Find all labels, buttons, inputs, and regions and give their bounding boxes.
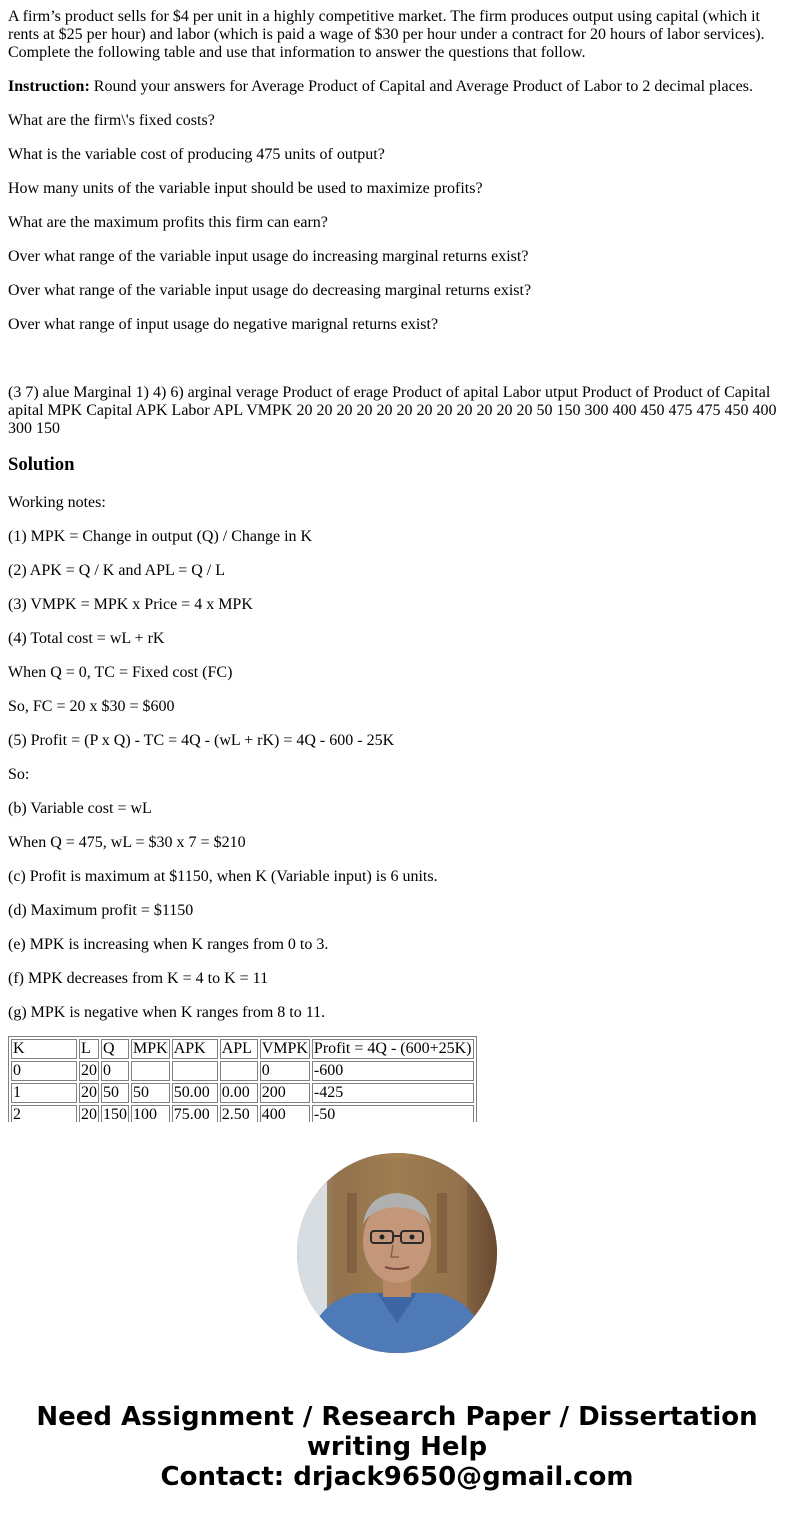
table-header-row <box>11 1039 474 1059</box>
table-header-cell: MPK <box>133 1040 168 1057</box>
solution-line: (e) MPK is increasing when K ranges from 0 to 3. <box>8 936 329 953</box>
table-header-cell: APK <box>172 1039 218 1059</box>
solution-line: So, FC = 20 x $30 = $600 <box>8 698 175 715</box>
table-cell: 20 <box>79 1105 99 1122</box>
solution-line: When Q = 0, TC = Fixed cost (FC) <box>8 664 233 681</box>
solution-line: When Q = 475, wL = $30 x 7 = $210 <box>8 834 246 851</box>
solution-table <box>8 1036 477 1122</box>
solution-line: (b) Variable cost = wL <box>8 800 152 817</box>
footer-line-2: writing Help <box>306 1432 488 1462</box>
table-header-cell: K <box>11 1039 77 1059</box>
garbled-table-text: (3 7) alue Marginal 1) 4) 6) arginal verage Product of erage Product of apital Labor utput Product of Product of Capital apital MPK Capital APK Labor APL VMPK 20 20 20 20 20 20 20 20 20 20 20 20 50 150 300 400 450 475 475 450 400 300 150 <box>8 384 777 437</box>
question-intro: A firm’s product sells for $4 per unit in a highly competitive market. The firm produces output using capital (which it rents at $25 per hour) and labor (which is paid a wage of $30 per hour under a contract for 20 hours of labor services). Complete the following table and use that information to answer the questions that follow. <box>8 8 765 61</box>
table-cell <box>131 1061 170 1081</box>
table-cell: 400 <box>260 1105 310 1122</box>
table-header-cell: VMPK <box>261 1040 308 1057</box>
question-4: What are the maximum profits this firm can earn? <box>8 214 328 231</box>
avatar <box>297 1153 497 1353</box>
table-cell: -50 <box>312 1105 474 1122</box>
table-cell: 20 <box>81 1084 97 1101</box>
spacer <box>8 350 786 384</box>
instruction-label: Instruction: <box>8 78 90 95</box>
footer-line-1: Need Assignment / Research Paper / Dissertation <box>36 1402 758 1432</box>
person-photo-icon <box>297 1153 497 1353</box>
question-3: How many units of the variable input should be used to maximize profits? <box>8 180 483 197</box>
table-cell: 1 <box>11 1083 77 1103</box>
table-cell: 50 <box>131 1083 170 1103</box>
table-cell: 0 <box>11 1061 77 1081</box>
table-header-cell: APL <box>220 1039 258 1059</box>
table-header-cell: Profit = 4Q - (600+25K) <box>313 1040 472 1057</box>
question-6: Over what range of the variable input usage do decreasing marginal returns exist? <box>8 282 532 299</box>
solution-line: (4) Total cost = wL + rK <box>8 630 165 647</box>
table-cell: 50.00 <box>172 1083 218 1103</box>
table-cell: 200 <box>260 1083 310 1103</box>
table-header-cell: Q <box>101 1039 129 1059</box>
solution-line: (c) Profit is maximum at $1150, when K (Variable input) is 6 units. <box>8 868 438 885</box>
table-header-cell: L <box>79 1039 99 1059</box>
solution-line: (d) Maximum profit = $1150 <box>8 902 194 919</box>
document-content <box>8 8 786 1122</box>
table-cell: 100 <box>131 1105 170 1122</box>
table-row <box>11 1105 474 1122</box>
question-2: What is the variable cost of producing 475 units of output? <box>8 146 385 163</box>
solution-line: (3) VMPK = MPK x Price = 4 x MPK <box>8 596 253 613</box>
table-row <box>11 1061 474 1081</box>
table-cell: 0 <box>260 1061 310 1081</box>
table-cell: 75.00 <box>172 1105 218 1122</box>
table-cell: 20 <box>81 1062 97 1079</box>
question-7: Over what range of input usage do negative marignal returns exist? <box>8 316 439 333</box>
table-cell: 0.00 <box>220 1083 258 1103</box>
question-5: Over what range of the variable input usage do increasing marginal returns exist? <box>8 248 529 265</box>
table-cell: -425 <box>312 1083 474 1103</box>
instruction <box>8 78 786 96</box>
solution-line: Working notes: <box>8 494 106 511</box>
table-cell: 2.50 <box>220 1105 258 1122</box>
solution-line: (5) Profit = (P x Q) - TC = 4Q - (wL + rK) = 4Q - 600 - 25K <box>8 732 395 749</box>
table-cell: 150 <box>101 1105 129 1122</box>
table-cell: -600 <box>312 1061 474 1081</box>
table-cell <box>220 1061 258 1081</box>
footer-contact: Contact: drjack9650@gmail.com <box>160 1462 634 1492</box>
solution-line: (2) APK = Q / K and APL = Q / L <box>8 562 226 579</box>
instruction-text: Round your answers for Average Product of Capital and Average Product of Labor to 2 decimal places. <box>89 78 753 95</box>
solution-heading: Solution <box>8 454 75 475</box>
question-1: What are the firm\'s fixed costs? <box>8 112 215 129</box>
table-cell <box>172 1061 218 1081</box>
solution-line: (g) MPK is negative when K ranges from 8 to 11. <box>8 1004 326 1021</box>
solution-line: (1) MPK = Change in output (Q) / Change in K <box>8 528 313 545</box>
table-row <box>11 1083 474 1103</box>
solution-line: So: <box>8 766 30 783</box>
table-cell: 50 <box>101 1083 129 1103</box>
table-cell: 2 <box>11 1105 77 1122</box>
solution-line: (f) MPK decreases from K = 4 to K = 11 <box>8 970 269 987</box>
table-cell: 0 <box>101 1061 129 1081</box>
footer-banner <box>0 1402 794 1492</box>
